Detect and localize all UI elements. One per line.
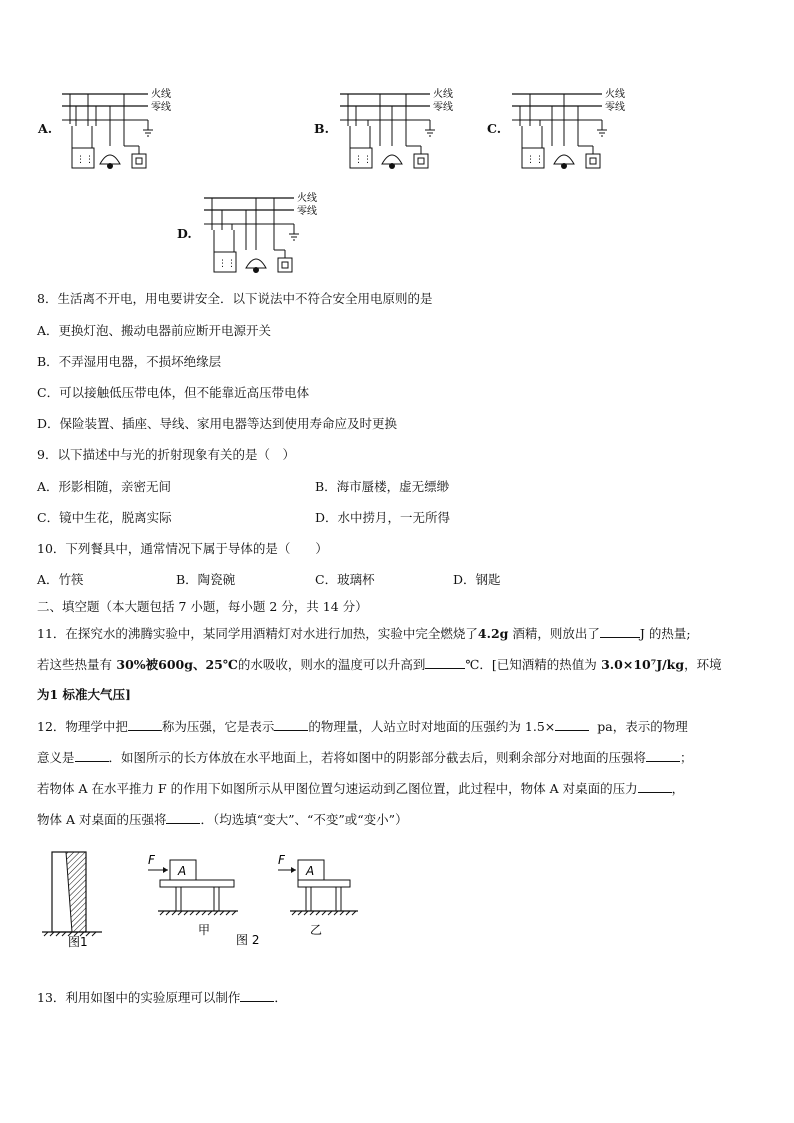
q12-text: 的物理量，人站立时对地面的压强约为 — [308, 719, 521, 734]
q12-text: ， — [671, 781, 685, 796]
q8-option-b: B．不弄湿用电器，不损坏绝缘层 — [37, 354, 222, 369]
q10-option-a: A．竹筷 — [37, 572, 84, 587]
q12-text: 意义是 — [37, 750, 75, 765]
circuit-diagram-a — [58, 84, 171, 176]
q10-stem: 10．下列餐具中，通常情况下属于导体的是（ ） — [37, 541, 328, 556]
q12-blank-force[interactable] — [638, 780, 672, 793]
q11-text: 酒精，则放出了 — [508, 626, 600, 641]
q12-blank-significance[interactable] — [75, 749, 109, 762]
q8-stem: 8．生活离不开电，用电要讲安全．以下说法中不符合安全用电原则的是 — [37, 291, 433, 306]
neutral-wire-label: 零线 — [297, 206, 317, 217]
q12-blank-definition[interactable] — [128, 718, 162, 731]
q8-option-a: A．更换灯泡、搬动电器前应断开电源开关 — [37, 323, 272, 338]
q11-text: 若这些热量有 — [37, 657, 113, 672]
svg-text:⋮⋮: ⋮⋮ — [76, 155, 94, 165]
q12-text: ．如图所示的长方体放在水平地面上，若将如图中的阴影部分截去后，则剩余部分对地面的压强将 — [108, 750, 647, 765]
q11-line-1 — [37, 625, 691, 642]
force-label: F — [148, 853, 155, 867]
figure-1-cuboid — [42, 852, 102, 936]
q11-line-3: 为1 标准大气压] — [37, 687, 131, 702]
q11-text: 11．在探究水的沸腾实验中，某同学用酒精灯对水进行加热，实验中完全燃烧了 — [37, 626, 478, 641]
circuit-diagram-d — [200, 188, 330, 280]
q11-blank-temperature[interactable] — [425, 656, 465, 669]
option-c-label: C. — [487, 121, 502, 136]
svg-text:⋮⋮: ⋮⋮ — [526, 155, 544, 165]
figure-jia-caption: 甲 — [198, 923, 211, 937]
q12-line-3 — [37, 780, 684, 797]
q11-line-2 — [37, 656, 722, 673]
q11-water-data: 30%被600g、25℃ — [112, 657, 238, 672]
option-a-label: A. — [38, 121, 53, 136]
q9-option-c: C．镜中生花，脱离实际 — [37, 510, 172, 525]
q12-text: pa，表示的物理 — [597, 719, 688, 734]
q11-text: 的水吸收，则水的温度可以升高到 — [237, 657, 426, 672]
q12-blank-pressure-change[interactable] — [646, 749, 680, 762]
q12-line-1 — [37, 718, 688, 735]
figure-2-jia — [148, 853, 238, 915]
q12-blank-table-pressure[interactable] — [166, 811, 200, 824]
q13-text: ． — [274, 990, 287, 1005]
q12-line-4 — [37, 811, 408, 828]
q10-option-c: C．玻璃杯 — [315, 572, 375, 587]
q12-text: ．（均选填“变大”、“不变”或“变小”） — [200, 812, 408, 827]
q12-line-2 — [37, 749, 693, 766]
circuit-diagram-b — [336, 84, 460, 176]
q11-heat-value: 3.0×10⁷J/kg — [596, 657, 685, 672]
option-b-label: B. — [314, 121, 329, 136]
q9-option-d: D．水中捞月，一无所得 — [315, 510, 451, 525]
neutral-wire-label: 零线 — [605, 102, 625, 113]
q12-text: 物体 A 对桌面的压强将 — [37, 812, 167, 827]
neutral-wire-label: 零线 — [151, 102, 171, 113]
q11-text: J 的热量; — [639, 626, 691, 641]
svg-text:⋮⋮: ⋮⋮ — [354, 155, 372, 165]
pressure-figures — [40, 846, 370, 950]
fire-wire-label: 火线 — [605, 89, 625, 100]
q11-blank-heat[interactable] — [600, 625, 640, 638]
fire-wire-label: 火线 — [433, 89, 453, 100]
neutral-wire-label: 零线 — [433, 102, 453, 113]
q13-line — [37, 989, 287, 1006]
q8-option-d: D．保险装置、插座、导线、家用电器等达到使用寿命应及时更换 — [37, 416, 398, 431]
figure-2-caption: 图 2 — [236, 933, 260, 947]
svg-text:⋮⋮: ⋮⋮ — [218, 259, 236, 269]
q12-text: 称为压强，它是表示 — [161, 719, 275, 734]
section-heading: 二、填空题（本大题包括 7 小题，每小题 2 分，共 14 分） — [37, 599, 368, 614]
force-label: F — [278, 853, 285, 867]
q11-text: ，环境 — [684, 657, 722, 672]
fire-wire-label: 火线 — [297, 193, 317, 204]
q10-option-b: B．陶瓷碗 — [176, 572, 236, 587]
figure-2-yi — [278, 853, 358, 915]
q11-text: ℃．[已知酒精的热值为 — [465, 657, 597, 672]
q12-text: 1.5× — [524, 719, 556, 734]
q12-blank-exponent[interactable] — [555, 718, 589, 731]
q12-text: 若物体 A 在水平推力 F 的作用下如图所示从甲图位置匀速运动到乙图位置，此过程中，物体 A 对桌面的压力 — [37, 781, 638, 796]
q12-text: 12．物理学中把 — [37, 719, 128, 734]
block-a-label: A — [178, 864, 187, 878]
q11-alcohol-mass: 4.2g — [477, 626, 509, 641]
figure-yi-caption: 乙 — [310, 923, 323, 937]
q9-option-b: B．海市蜃楼，虚无缥缈 — [315, 479, 450, 494]
q13-blank-device[interactable] — [240, 989, 274, 1002]
q10-option-d: D．钢匙 — [453, 572, 501, 587]
figure-1-caption: 图1 — [68, 935, 88, 949]
circuit-diagram-c — [508, 84, 632, 176]
block-a-label: A — [306, 864, 315, 878]
q8-option-c: C．可以接触低压带电体，但不能靠近高压带电体 — [37, 385, 310, 400]
q12-text: ； — [680, 750, 693, 765]
fire-wire-label: 火线 — [151, 89, 171, 100]
q13-text: 13．利用如图中的实验原理可以制作 — [37, 990, 241, 1005]
q9-option-a: A．形影相随，亲密无间 — [37, 479, 172, 494]
option-d-label: D. — [177, 226, 192, 241]
q12-blank-meaning[interactable] — [274, 718, 308, 731]
q9-stem: 9．以下描述中与光的折射现象有关的是（ ） — [37, 447, 295, 462]
